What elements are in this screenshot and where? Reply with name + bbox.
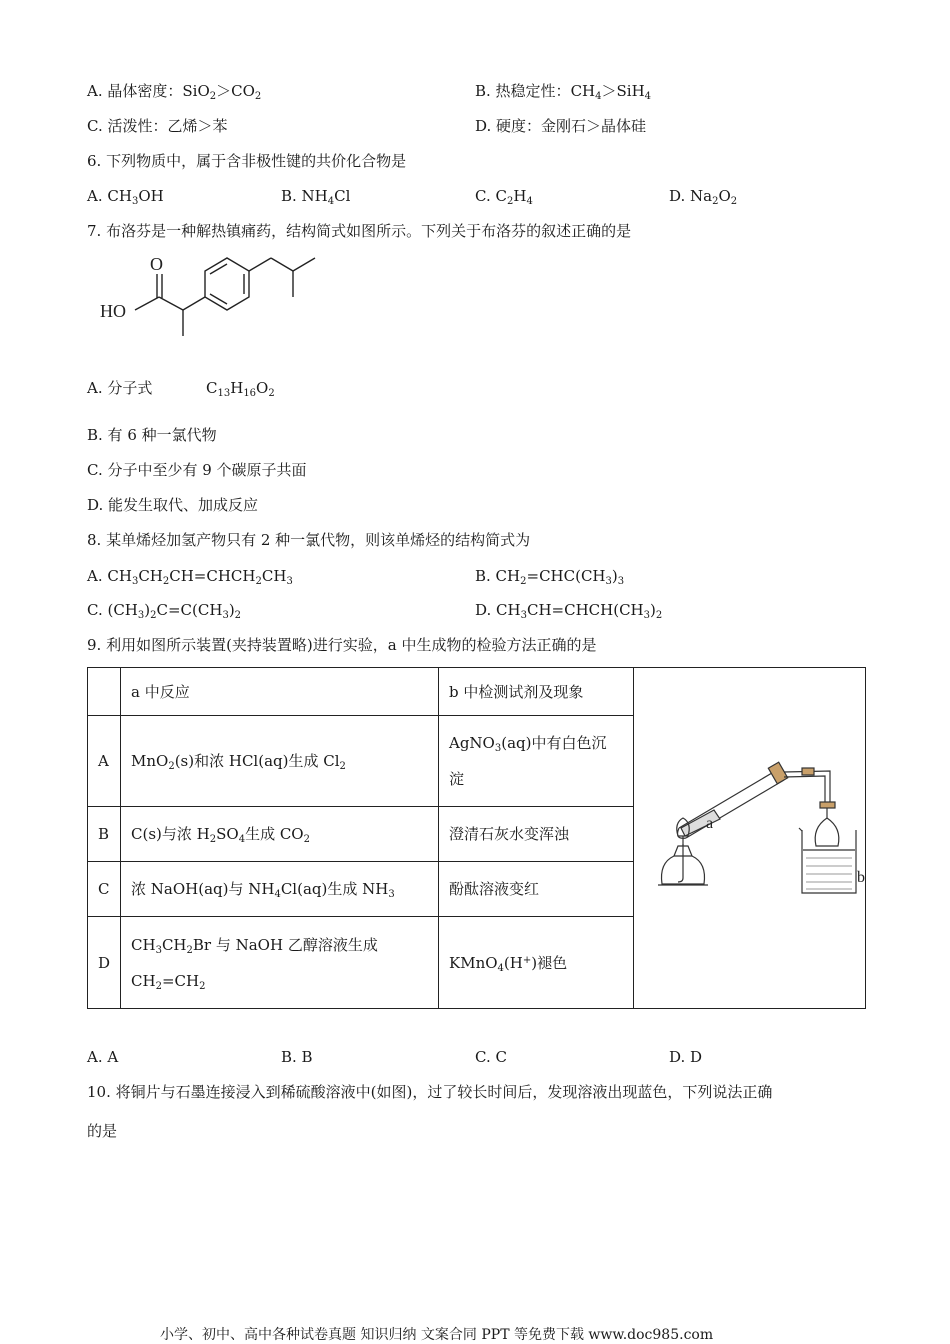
q7-option-d: D. 能发生取代、加成反应 bbox=[87, 496, 259, 514]
q5-option-d: D. 硬度：金刚石＞晶体硅 bbox=[475, 117, 647, 135]
q8-option-c: C. $(CH_3)_2C=C(CH_3)_2$ bbox=[87, 601, 242, 621]
row-key: C bbox=[88, 862, 121, 917]
page-footer: 小学、初中、高中各种试卷真题 知识归纳 文案合同 PPT 等免费下载 www.doc985.com bbox=[160, 1327, 714, 1343]
ho-group-label: HO bbox=[100, 301, 126, 321]
q7-option-b: B. 有 6 种一氯代物 bbox=[87, 426, 217, 444]
row-key: A bbox=[88, 716, 121, 807]
q10-stem-line1: 10. 将铜片与石墨连接浸入到稀硫酸溶液中(如图)，过了较长时间后，发现溶液出现蓝色，下列说法正确 bbox=[87, 1083, 773, 1101]
row-detection: AgNO$_3$(aq)中有白色沉 淀 bbox=[439, 716, 634, 807]
label-b: b bbox=[857, 869, 865, 886]
q8-option-d: D. $CH_3CH=CHCH(CH_3)_2$ bbox=[475, 601, 663, 621]
row-reaction: 浓 NaOH(aq)与 $NH_4Cl(aq)$生成 $NH_3$ bbox=[121, 862, 439, 917]
q6-stem: 6. 下列物质中，属于含非极性键的共价化合物是 bbox=[87, 152, 407, 170]
q9-option-c: C. C bbox=[475, 1048, 507, 1066]
q10-stem-line2: 的是 bbox=[87, 1122, 118, 1140]
q9-table bbox=[87, 667, 866, 1009]
ibuprofen-structure bbox=[95, 250, 335, 345]
q9-option-a: A. A bbox=[87, 1048, 119, 1066]
apparatus-cell bbox=[634, 668, 866, 1009]
q8-stem: 8. 某单烯烃加氢产物只有 2 种一氯代物，则该单烯烃的结构简式为 bbox=[87, 531, 531, 549]
row-reaction: $CH_3CH_2Br$ 与 NaOH 乙醇溶液生成 $CH_2=CH_2$ bbox=[121, 917, 439, 1009]
q5-option-c: C. 活泼性：乙烯＞苯 bbox=[87, 117, 228, 135]
apparatus-diagram bbox=[634, 668, 866, 1008]
row-detection: KMnO$_4$(H+)褪色 bbox=[439, 917, 634, 1009]
q6-option-a: A. $CH_3OH$ bbox=[87, 187, 164, 207]
q8-option-b: B. $CH_2=CHC(CH_3)_3$ bbox=[475, 567, 625, 587]
q6-option-d: D. $Na_2O_2$ bbox=[669, 187, 738, 207]
q7-stem: 7. 布洛芬是一种解热镇痛药，结构简式如图所示。下列关于布洛芬的叙述正确的是 bbox=[87, 222, 632, 240]
q6-option-b: B. $NH_4Cl$ bbox=[281, 187, 351, 207]
q6-option-c: C. $C_2H_4$ bbox=[475, 187, 533, 207]
row-detection: 澄清石灰水变浑浊 bbox=[439, 807, 634, 862]
label-a: a bbox=[706, 815, 714, 832]
table-header-row bbox=[88, 668, 866, 716]
row-detection: 酚酞溶液变红 bbox=[439, 862, 634, 917]
q7-option-c: C. 分子中至少有 9 个碳原子共面 bbox=[87, 461, 307, 479]
q9-stem: 9. 利用如图所示装置(夹持装置略)进行实验，a 中生成物的检验方法正确的是 bbox=[87, 636, 597, 654]
q9-option-b: B. B bbox=[281, 1048, 313, 1066]
q8-option-a: A. $CH_3CH_2CH=CHCH_2CH_3$ bbox=[87, 567, 293, 587]
q5-option-b: B. 热稳定性：$CH_4>SiH_4$ bbox=[475, 82, 652, 102]
q5-option-a: A. 晶体密度：$SiO_2>CO_2$ bbox=[87, 82, 262, 102]
row-reaction: MnO$_2$(s)和浓 HCl(aq)生成 $Cl_2$ bbox=[121, 716, 439, 807]
header-blank bbox=[88, 668, 121, 716]
header-reaction: a 中反应 bbox=[121, 668, 439, 716]
row-key: D bbox=[88, 917, 121, 1009]
q9-option-d: D. D bbox=[669, 1048, 703, 1066]
header-detection: b 中检测试剂及现象 bbox=[439, 668, 634, 716]
row-key: B bbox=[88, 807, 121, 862]
q7-option-a: A. 分子式 bbox=[87, 379, 153, 397]
q7-option-a-formula: $C_{13}H_{16}O_2$ bbox=[206, 379, 275, 399]
row-reaction: C(s)与浓 $H_2SO_4$生成 $CO_2$ bbox=[121, 807, 439, 862]
o-atom-label: O bbox=[150, 254, 163, 274]
